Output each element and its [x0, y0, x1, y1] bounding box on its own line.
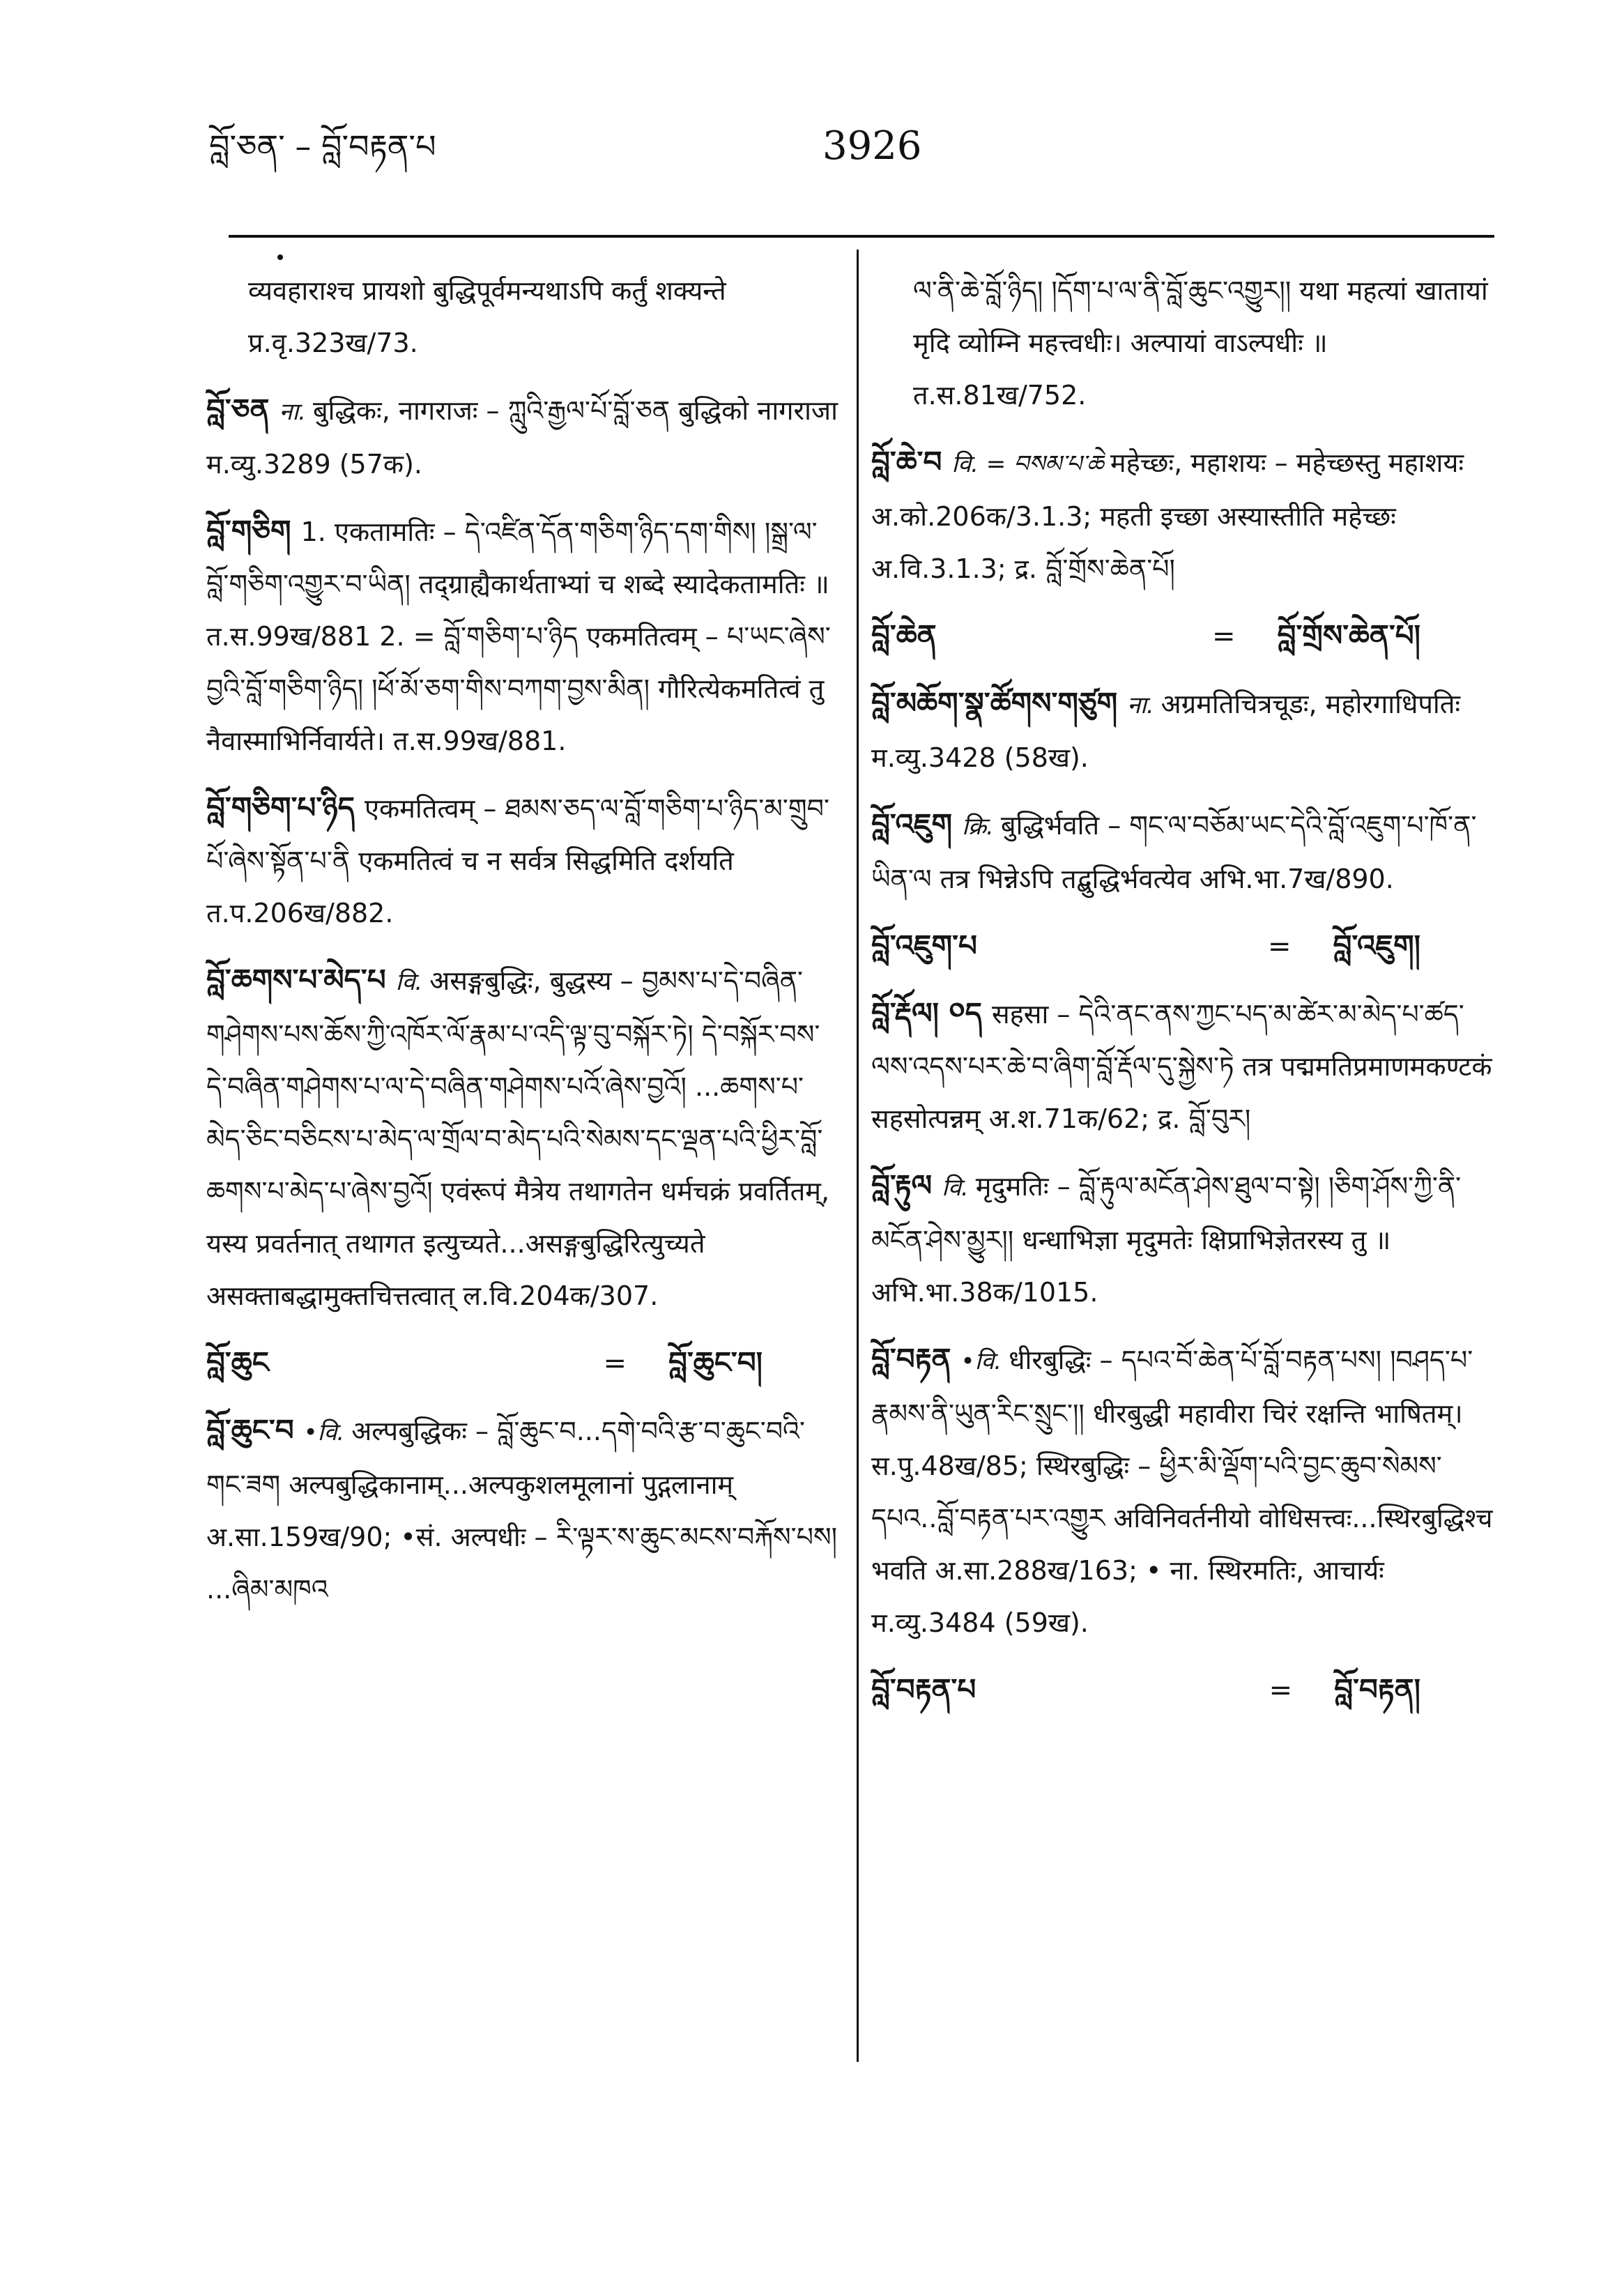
cross-reference-target: བློ་གྲོས་ཆེན་པོ། [1277, 618, 1420, 652]
dot-mark [277, 254, 283, 260]
page-number: 3926 [822, 123, 922, 169]
dictionary-entry [206, 954, 839, 1322]
grammar-tag: वि. [942, 1174, 969, 1202]
entry-text: अग्रमतिचित्रचूडः, महोरगाधिपतिः म.व्यु.3428 (58ख). [871, 689, 1461, 773]
dictionary-entry [871, 677, 1497, 784]
entry-text: महेच्छः, महाशयः – महेच्छस्तु महाशयः अ.को.206क/3.1.3; महती इच्छा अस्यास्तीति महेच्छः अ.वि.3.1.3; द्र. བློ་གྲོས་ཆེན་པོ། [871, 448, 1464, 584]
grammar-tag: •वि. [960, 1347, 1002, 1375]
headword: བློ་རྡོལ། ༠ད [871, 996, 982, 1030]
cross-reference-target: བློ་ཆུང་བ། [668, 1345, 763, 1379]
entry-text: ལ་ནི་ཆེ་བློ་ཉིད། །དོག་པ་ལ་ནི་བློ་ཆུང་འགྱུར།། यथा महत्यां खातायां मृदि व्योम्नि महत्त्वधीः। अल्पायां वाऽल्पधीः ॥ त.स.81ख/752. [913, 275, 1488, 411]
dictionary-entry [206, 383, 839, 491]
cross-reference-entry [206, 1336, 839, 1390]
cross-reference-entry [871, 1663, 1497, 1717]
column-divider [857, 250, 859, 2062]
entry-text: व्यवहाराश्च प्रायशो बुद्धिपूर्वमन्यथाऽपि कर्तुं शक्यन्ते प्र.वृ.323ख/73. [248, 275, 726, 358]
headword: བློ་རྟུལ [871, 1168, 933, 1202]
grammar-tag: •वि. [303, 1419, 345, 1446]
headword: བློ་བརྟན [871, 1342, 951, 1376]
grammar-tag: ना. [279, 398, 306, 426]
dictionary-entry [871, 436, 1497, 595]
dictionary-entry [206, 505, 839, 767]
cross-reference-target: བློ་བརྟན། [1334, 1672, 1420, 1706]
headword: བློ་ཆུང་བ [206, 1413, 294, 1447]
headword: བློ་ཆེ་བ [871, 445, 942, 479]
running-head: བློ་ཅན་ – བློ་བརྟན་པ [209, 128, 436, 165]
equals-sign: = [1269, 1674, 1293, 1706]
dictionary-entry [871, 987, 1497, 1145]
headword: བློ་གཅིག་པ་ཉིད [206, 790, 355, 825]
entry-continuation [871, 265, 1497, 422]
cross-reference-entry [871, 919, 1497, 973]
equals-sign: = [1268, 931, 1292, 963]
left-column [206, 265, 839, 1630]
equals-sign: = [603, 1347, 627, 1379]
headword: བློ་མཆོག་སྣ་ཚོགས་གཙུག [871, 686, 1118, 720]
equals-sign: = [1212, 620, 1236, 652]
dictionary-entry [871, 1159, 1497, 1319]
dictionary-entry [871, 1333, 1497, 1649]
headword: བློ་ཆེན [871, 618, 937, 652]
headword: བློ་བརྟན་པ [871, 1672, 976, 1706]
entry-text: 1. एकतामतिः – དེ་འཛིན་དོན་གཅིག་ཉིད་དག་གིས། །སྒྲ་ལ་བློ་གཅིག་འགྱུར་བ་ཡིན། तद्ग्राह्यैकार्थताभ्यां च शब्दे स्यादेकतामतिः ॥ त.स.99ख/881 2. = བློ་གཅིག་པ་ཉིད एकमतित्वम् – པ་ཡང་ཞེས་བྱའི་བློ་གཅིག་ཉིད། །ཕོ་མོ་ཅག་གིས་བཀག་བྱས་མིན། गौरित्येकमतित्वं तु नैवास्माभिर्निवार्यते। त.स.99ख/881. [206, 517, 831, 756]
entry-text: असङ्गबुद्धिः, बुद्धस्य – བྱམས་པ་དེ་བཞིན་གཤེགས་པས་ཆོས་ཀྱི་འཁོར་ལོ་རྣམ་པ་འདི་ལྟ་བུ་བསྐོར་ཏེ། དེ་བསྐོར་བས་དེ་བཞིན་གཤེགས་པ་ལ་དེ་བཞིན་གཤེགས་པའོ་ཞེས་བྱའོ། ...ཆགས་པ་མེད་ཅིང་བཅིངས་པ་མེད་ལ་གྲོལ་བ་མེད་པའི་སེམས་དང་ལྡན་པའི་ཕྱིར་བློ་ཆགས་པ་མེད་པ་ཞེས་བྱའོ། एवंरूपं मैत्रेय तथागतेन धर्मचक्रं प्रवर्तितम्, यस्य प्रवर्तनात् तथागत इत्युच्यते...असङ्गबुद्धिरित्युच्यते असक्ताबद्धामुक्तचित्तत्वात् ल.वि.204क/307. [206, 965, 830, 1311]
header-rule [229, 235, 1494, 238]
entry-text: एकमतित्वम् – ཐམས་ཅད་ལ་བློ་གཅིག་པ་ཉིད་མ་གྲུབ་པོ་ཞེས་སྟོན་པ་ནི एकमतित्वं च न सर्वत्र सिद्धमिति दर्शयति त.प.206ख/882. [206, 793, 829, 928]
headword: བློ་ཆགས་པ་མེད་པ [206, 963, 386, 997]
entry-text: मृदुमतिः – བློ་རྟུལ་མངོན་ཤེས་ཐུལ་བ་སྟེ། །ཅིག་ཤོས་ཀྱི་ནི་མངོན་ཤེས་མྱུར།། धन्धाभिज्ञा मृदुमतेः क्षिप्राभिज्ञेतरस्य तु ॥ अभि.भा.38क/1015. [871, 1171, 1462, 1308]
cross-reference-target: བློ་འཇུག། [1333, 928, 1420, 963]
entry-text: अल्पबुद्धिकः – བློ་ཆུང་བ...དགེ་བའི་རྩ་བ་ཆུང་བའི་གང་ཟག अल्पबुद्धिकानाम्...अल्पकुशलमूलानां पुद्गलानाम् अ.सा.159ख/90; •सं. अल्पधीः – རི་ལྟར་ས་ཆུང་མངས་བརྐོས་པས། ...ཞིམ་མཁའ [206, 1416, 838, 1605]
headword: བློ་ཆུང [206, 1345, 269, 1379]
right-column [871, 265, 1497, 1731]
headword: བློ་གཅིག [206, 514, 291, 548]
entry-text: सहसा – དེའི་ནང་ནས་ཀྱང་པད་མ་ཚེར་མ་མེད་པ་ཚད་ལས་འདས་པར་ཆེ་བ་ཞིག་བློ་རྡོལ་དུ་སྐྱེས་ཏེ तत्र पद्ममतिप्रमाणमकण्टकं सहसोत्पन्नम् अ.श.71क/62; द्र. བློ་བུར། [871, 999, 1492, 1134]
headword: བློ་འཇུག [871, 807, 953, 841]
cross-reference-entry [871, 609, 1497, 663]
headword: བློ་འཇུག་པ [871, 928, 977, 963]
dictionary-entry [871, 798, 1497, 905]
grammar-tag: ना. [1127, 691, 1154, 719]
entry-text: बुद्धिर्भवति – གང་ལ་བཅོམ་ཡང་དེའི་བློ་འཇུག་པ་ཁོ་ན་ཡིན་ལ तत्र भिन्नेऽपि तद्बुद्धिर्भवत्येव अभि.भा.7ख/890. [871, 810, 1477, 894]
headword: བློ་ཅན [206, 392, 270, 427]
grammar-tag: क्रि. [962, 813, 994, 841]
dictionary-entry [206, 781, 839, 940]
dictionary-entry [206, 1404, 839, 1616]
grammar-tag: वि. = བསམ་པ་ཆེ [951, 450, 1103, 478]
entry-text: बुद्धिकः, नागराजः – ཀླུའི་རྒྱལ་པོ་བློ་ཅན बुद्धिको नागराजा म.व्यु.3289 (57क). [206, 395, 838, 480]
entry-continuation [206, 265, 839, 369]
grammar-tag: वि. [395, 968, 423, 996]
entry-text: धीरबुद्धिः – དཔའ་བོ་ཆེན་པོ་བློ་བརྟན་པས། །བཤད་པ་རྣམས་ནི་ཡུན་རིང་སྲུང་།། धीरबुद्धी महावीरा चिरं रक्षन्ति भाषितम्। स.पु.48ख/85; स्थिरबुद्धिः – ཕྱིར་མི་ལྡོག་པའི་བྱང་ཆུབ་སེམས་དཔའ..བློ་བརྟན་པར་འགྱུར अविनिवर्तनीयो वोधिसत्त्वः...स्थिरबुद्धिश्च भवति अ.सा.288ख/163; • ना. स्थिरमतिः, आचार्यः म.व्यु.3484 (59ख). [871, 1345, 1493, 1638]
